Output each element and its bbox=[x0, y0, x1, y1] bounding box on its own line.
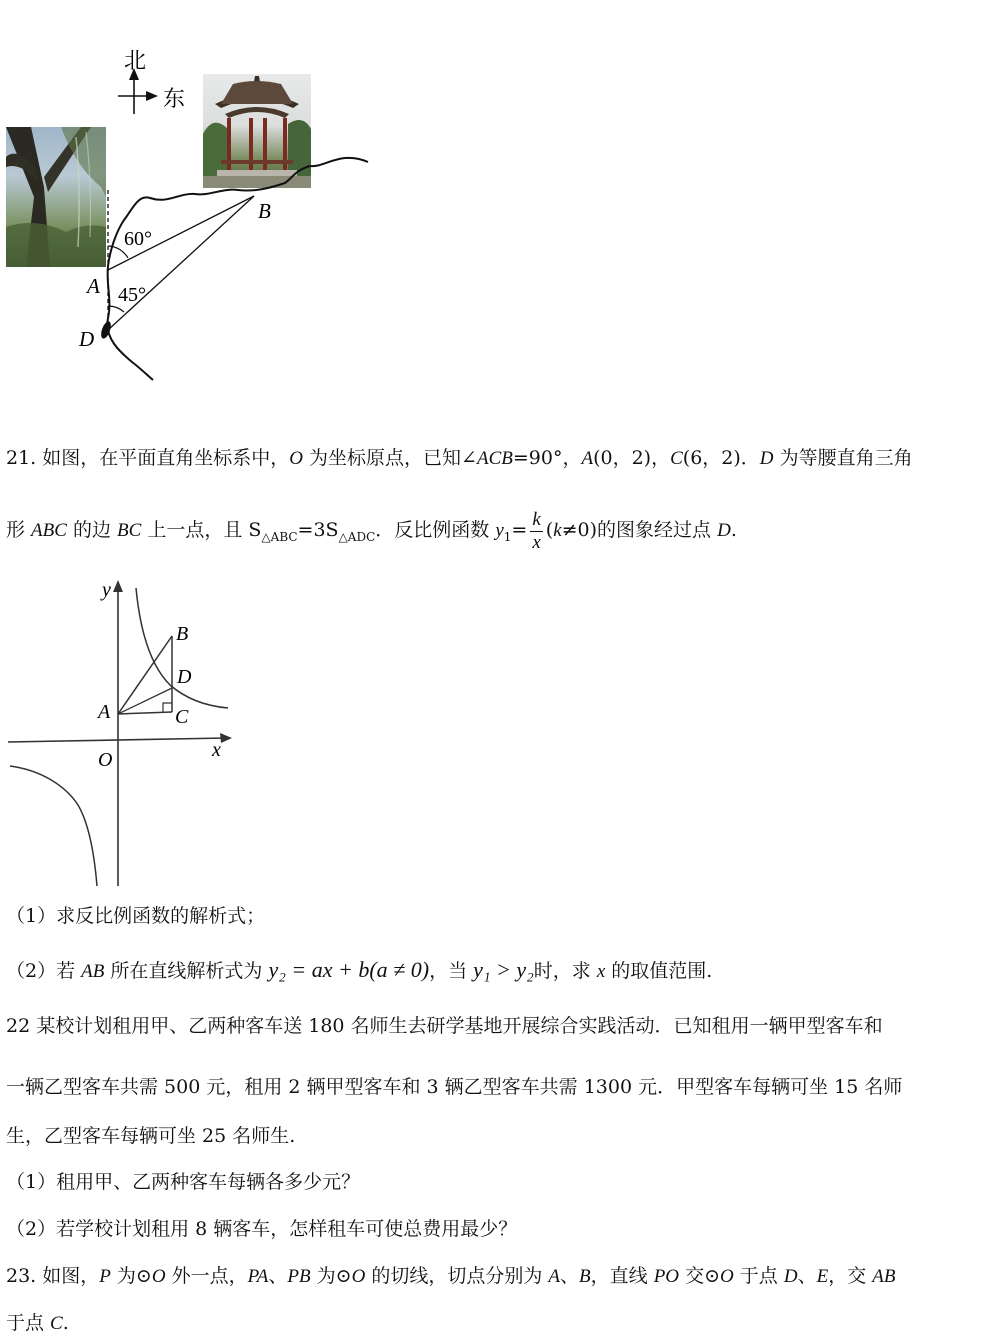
segment-ab bbox=[118, 636, 172, 714]
hyperbola-branch-q1 bbox=[136, 588, 228, 708]
compass-east-arrow-icon bbox=[146, 91, 158, 101]
subscript-abc: △ABC bbox=[261, 529, 298, 544]
origin-label: O bbox=[98, 749, 113, 771]
right-angle-mark bbox=[163, 703, 172, 712]
text: = bbox=[511, 519, 528, 541]
var-acb: ACB bbox=[476, 448, 513, 469]
segment-ac bbox=[118, 712, 172, 714]
point-b-label: B bbox=[258, 199, 271, 223]
figure-coordinate-graph bbox=[0, 570, 260, 900]
sketch-lines bbox=[0, 0, 400, 390]
var-a: A bbox=[548, 1266, 561, 1287]
var-ab: AB bbox=[872, 1266, 896, 1287]
x-axis bbox=[8, 738, 226, 742]
text: ( bbox=[545, 519, 554, 541]
x-axis-arrow-icon bbox=[220, 733, 232, 743]
q21-line1 bbox=[6, 446, 913, 471]
fraction-numerator: k bbox=[532, 508, 541, 530]
text: 21. 如图，在平面直角坐标系中， bbox=[6, 447, 290, 469]
var-x: x bbox=[596, 961, 606, 982]
q22-sub2: （2）若学校计划租用 8 辆客车，怎样租车可使总费用最少？ bbox=[6, 1218, 518, 1240]
q21-sub1: （1）求反比例函数的解析式； bbox=[6, 905, 266, 927]
text: ≠0)的图象经过点 bbox=[561, 519, 718, 541]
q22-line3: 生，乙型客车每辆可坐 25 名师生. bbox=[6, 1125, 296, 1147]
shoreline-path bbox=[107, 158, 368, 380]
subscript-1: 1 bbox=[503, 529, 512, 544]
var-a: A bbox=[581, 448, 594, 469]
text: 为⊙ bbox=[310, 1265, 352, 1287]
var-o: O bbox=[151, 1266, 166, 1287]
equation-y2: y₂ = ax + b(a ≠ 0) bbox=[268, 957, 430, 982]
text: 为⊙ bbox=[110, 1265, 152, 1287]
point-b-label: B bbox=[176, 623, 189, 645]
text: 外一点， bbox=[165, 1265, 248, 1287]
text: 时，求 bbox=[533, 960, 597, 982]
q23-line1 bbox=[6, 1264, 895, 1289]
figure-pavilion-sketch bbox=[0, 0, 400, 390]
fraction-denominator: x bbox=[532, 531, 541, 553]
point-d-label: D bbox=[177, 666, 192, 688]
var-e: E bbox=[816, 1266, 829, 1287]
text: =3S bbox=[297, 519, 339, 541]
text: (6，2)． bbox=[682, 447, 760, 469]
text: ，当 bbox=[429, 960, 474, 982]
text: ，直线 bbox=[590, 1265, 654, 1287]
text: 、 bbox=[560, 1265, 580, 1287]
angle-arc-45 bbox=[108, 306, 124, 312]
text: 为坐标原点，已知∠ bbox=[303, 447, 477, 469]
text: . bbox=[730, 519, 737, 541]
var-abc: ABC bbox=[31, 520, 67, 541]
text: 为等腰直角三角 bbox=[773, 447, 913, 469]
var-d: D bbox=[759, 448, 774, 469]
text: 于点 bbox=[6, 1312, 51, 1334]
text: 、 bbox=[268, 1265, 288, 1287]
text: 的边 bbox=[66, 519, 118, 541]
var-c: C bbox=[670, 448, 683, 469]
hyperbola-branch-q3 bbox=[10, 766, 97, 886]
var-b: B bbox=[579, 1266, 591, 1287]
angle-60-label: 60° bbox=[124, 228, 152, 250]
compass-north-label: 北 bbox=[124, 48, 147, 73]
text: 的切线，切点分别为 bbox=[365, 1265, 549, 1287]
var-pb: PB bbox=[287, 1266, 311, 1287]
q22-line2: 一辆乙型客车共需 500 元，租用 2 辆甲型客车和 3 辆乙型客车共需 1300 元．甲型客车每辆可坐 15 名师 bbox=[6, 1076, 903, 1098]
q22-sub1: （1）租用甲、乙两种客车每辆各多少元？ bbox=[6, 1171, 361, 1193]
text: =90°， bbox=[512, 447, 582, 469]
var-d: D bbox=[783, 1266, 798, 1287]
text: 、 bbox=[797, 1265, 817, 1287]
var-pa: PA bbox=[247, 1266, 269, 1287]
inequality-y1-y2: y₁ > y₂ bbox=[473, 957, 534, 982]
y-axis-label: y bbox=[102, 579, 111, 601]
var-o: O bbox=[289, 448, 303, 469]
text: 上一点，且 S bbox=[141, 519, 262, 541]
q21-line2 bbox=[6, 502, 737, 565]
var-ab: AB bbox=[81, 961, 105, 982]
point-a-label: A bbox=[98, 701, 111, 723]
var-o: O bbox=[720, 1266, 734, 1287]
q21-sub2 bbox=[6, 958, 712, 984]
text: ．反比例函数 bbox=[375, 519, 496, 541]
text: (0，2)， bbox=[593, 447, 671, 469]
q22-line1: 22 某校计划租用甲、乙两种客车送 180 名师生去研学基地开展综合实践活动．已知租用一辆甲型客车和 bbox=[6, 1015, 883, 1037]
text: ，交 bbox=[828, 1265, 873, 1287]
compass-east-label: 东 bbox=[163, 86, 186, 111]
var-po: PO bbox=[653, 1266, 680, 1287]
fraction-k-over-x bbox=[530, 509, 542, 554]
subscript-adc: △ADC bbox=[338, 529, 376, 544]
var-y: y bbox=[495, 520, 504, 541]
text: 交⊙ bbox=[679, 1265, 720, 1287]
point-d-label: D bbox=[79, 327, 95, 351]
y-axis-arrow-icon bbox=[113, 580, 123, 592]
x-axis-label: x bbox=[212, 739, 221, 761]
text: . bbox=[62, 1312, 69, 1334]
text: 形 bbox=[6, 519, 32, 541]
var-k: k bbox=[553, 520, 562, 541]
var-bc: BC bbox=[117, 520, 142, 541]
var-p: P bbox=[99, 1266, 111, 1287]
text: （2）若 bbox=[6, 960, 82, 982]
q23-line2 bbox=[6, 1311, 69, 1336]
var-c: C bbox=[50, 1313, 63, 1334]
angle-45-label: 45° bbox=[118, 284, 146, 306]
segment-db bbox=[108, 196, 254, 330]
point-a-label: A bbox=[87, 274, 100, 298]
text: 所在直线解析式为 bbox=[104, 960, 269, 982]
var-o: O bbox=[351, 1266, 366, 1287]
point-c-label: C bbox=[175, 706, 189, 728]
text: 23. 如图， bbox=[6, 1265, 100, 1287]
text: 的取值范围. bbox=[605, 960, 713, 982]
text: 于点 bbox=[733, 1265, 784, 1287]
var-d: D bbox=[717, 520, 731, 541]
